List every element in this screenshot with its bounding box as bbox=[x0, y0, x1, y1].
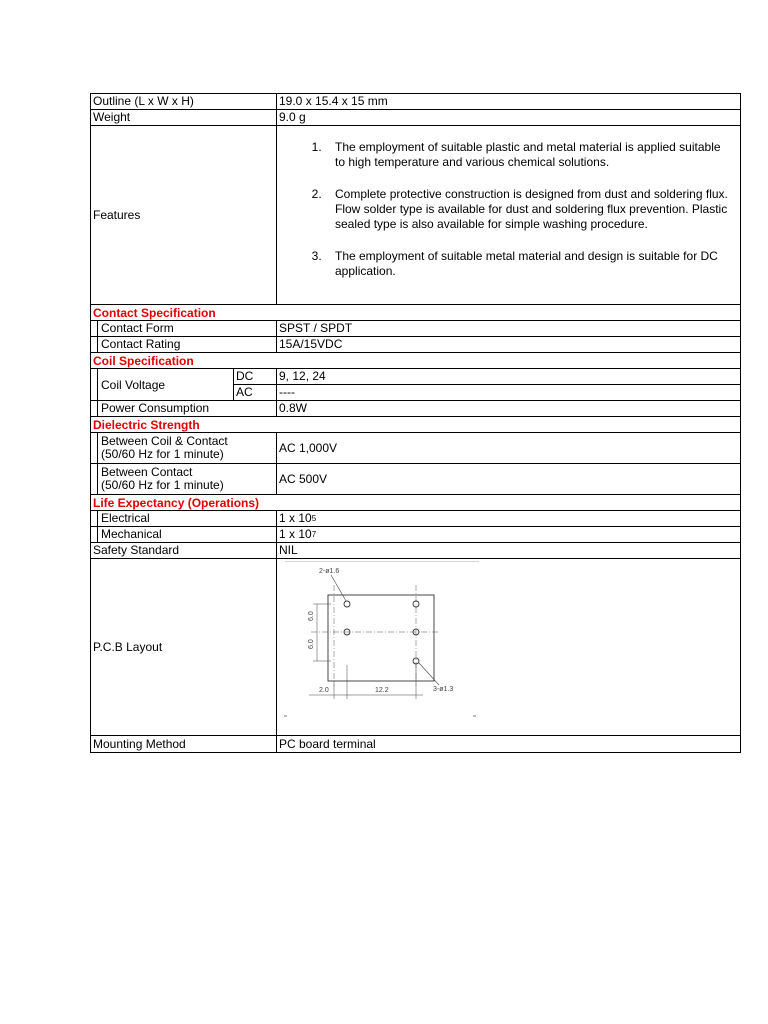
life-heading-row bbox=[91, 495, 740, 511]
weight-label: Weight bbox=[91, 110, 277, 125]
dielectric-heading: Dielectric Strength bbox=[93, 417, 200, 432]
power-consumption-value: 0.8W bbox=[279, 401, 308, 415]
features-row bbox=[91, 126, 740, 305]
dim-vertical-2: 6.0 bbox=[308, 639, 315, 649]
features-label: Features bbox=[91, 126, 277, 304]
dielectric-contact-label: Between Contact bbox=[101, 465, 193, 479]
weight-value: 9.0 g bbox=[279, 110, 306, 124]
dielectric-contact-value: AC 500V bbox=[279, 471, 328, 486]
pcb-layout-row bbox=[91, 559, 740, 736]
contact-rating-value: 15A/15VDC bbox=[279, 337, 343, 351]
dielectric-contact-row bbox=[91, 464, 740, 495]
mechanical-life-row bbox=[91, 527, 740, 543]
contact-spec-heading: Contact Specification bbox=[93, 305, 216, 320]
hole-spec-top: 2-ø1.6 bbox=[319, 568, 340, 575]
features-list bbox=[279, 140, 740, 279]
feature-item: 2. Complete protective construction is designed from dust and soldering flux. Flow solder type is available for dust and soldering flux prevention. Plastic sealed type is also available for simple washing procedure. bbox=[325, 187, 728, 232]
dim-horizontal-1: 2.0 bbox=[319, 687, 329, 694]
contact-form-value: SPST / SPDT bbox=[279, 321, 353, 335]
coil-dc-value: 9, 12, 24 bbox=[277, 369, 740, 385]
coil-ac-value: ---- bbox=[279, 384, 295, 399]
power-consumption-row bbox=[91, 401, 740, 417]
pcb-outline bbox=[328, 595, 434, 681]
electrical-life-label: Electrical bbox=[101, 511, 150, 525]
feature-item: 1. The employment of suitable plastic and metal material is applied suitable to high temperature and various chemical solutions. bbox=[325, 140, 728, 170]
contact-rating-row bbox=[91, 337, 740, 353]
pcb-hole bbox=[344, 601, 350, 607]
dim-horizontal-2: 12.2 bbox=[375, 687, 389, 694]
contact-spec-heading-row bbox=[91, 305, 740, 321]
dielectric-coil-contact-condition: (50/60 Hz for 1 minute) bbox=[101, 447, 224, 461]
dim-vertical-1: 6.0 bbox=[308, 611, 315, 621]
dielectric-heading-row bbox=[91, 417, 740, 433]
contact-form-row bbox=[91, 321, 740, 337]
coil-spec-heading-row bbox=[91, 353, 740, 369]
dielectric-contact-condition: (50/60 Hz for 1 minute) bbox=[101, 478, 224, 492]
coil-ac-label: AC bbox=[236, 384, 253, 399]
feature-item: 3. The employment of suitable metal material and design is suitable for DC application. bbox=[325, 249, 728, 279]
mounting-label: Mounting Method bbox=[91, 736, 277, 752]
safety-label: Safety Standard bbox=[91, 543, 277, 558]
electrical-life-value: 1 x 10 5 bbox=[279, 511, 317, 525]
safety-row bbox=[91, 543, 740, 559]
pcb-layout-label: P.C.B Layout bbox=[91, 559, 277, 735]
safety-value: NIL bbox=[279, 543, 298, 557]
electrical-life-row bbox=[91, 511, 740, 527]
mechanical-life-label: Mechanical bbox=[101, 527, 162, 541]
dielectric-coil-contact-label: Between Coil & Contact bbox=[101, 434, 228, 448]
coil-voltage-row bbox=[91, 369, 740, 401]
coil-spec-heading: Coil Specification bbox=[93, 353, 194, 368]
outline-label: Outline (L x W x H) bbox=[91, 94, 277, 109]
mounting-value: PC board terminal bbox=[279, 736, 376, 751]
contact-rating-label: Contact Rating bbox=[101, 337, 181, 351]
coil-voltage-label: Coil Voltage bbox=[98, 369, 234, 400]
spec-table bbox=[90, 93, 741, 753]
mounting-row bbox=[91, 736, 740, 752]
mechanical-life-value: 1 x 10 7 bbox=[279, 527, 317, 541]
contact-form-label: Contact Form bbox=[101, 321, 174, 335]
pcb-layout-diagram bbox=[283, 561, 483, 731]
dielectric-coil-contact-value: AC 1,000V bbox=[279, 440, 338, 455]
outline-value: 19.0 x 15.4 x 15 mm bbox=[279, 94, 388, 108]
hole-spec-bottom: 3-ø1.3 bbox=[433, 686, 454, 693]
dielectric-coil-contact-row bbox=[91, 433, 740, 464]
power-consumption-label: Power Consumption bbox=[101, 401, 210, 415]
weight-row bbox=[91, 110, 740, 126]
features-list-cell bbox=[277, 126, 740, 304]
coil-dc-label: DC bbox=[234, 369, 276, 385]
life-heading: Life Expectancy (Operations) bbox=[93, 495, 260, 510]
outline-row bbox=[91, 94, 740, 110]
